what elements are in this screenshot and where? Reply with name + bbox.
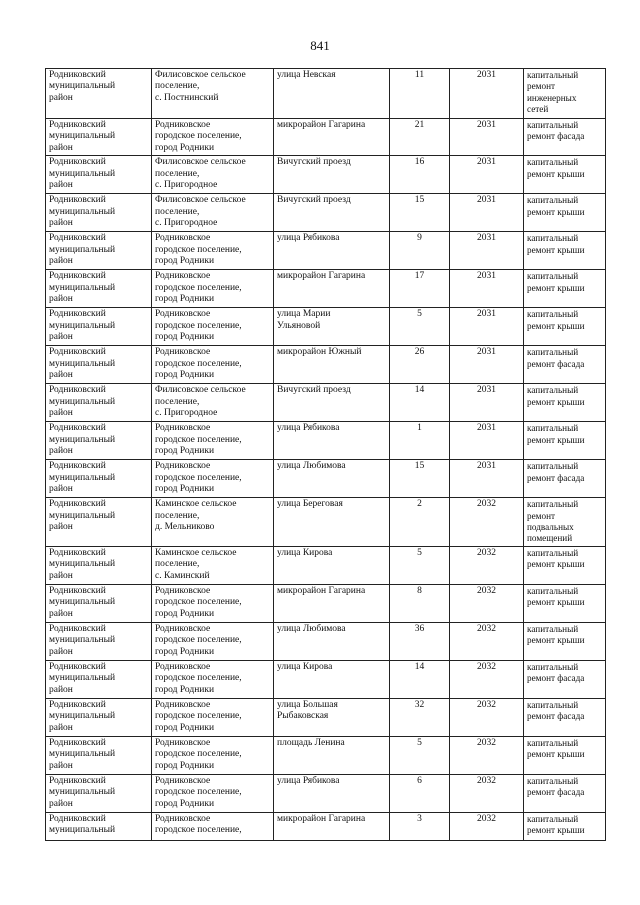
work-type-cell: [524, 460, 606, 498]
year-cell-text: 2031: [477, 233, 496, 244]
house-number-cell-text: 9: [417, 233, 422, 244]
house-number-cell-text: 14: [414, 661, 425, 672]
work-type-cell: [524, 736, 606, 774]
house-number-cell-text: 15: [414, 461, 425, 472]
house-number-cell-text: 26: [414, 347, 425, 358]
house-number-cell: [390, 384, 450, 422]
table-row: [46, 156, 606, 194]
work-type-cell-text: капитальный ремонт фасада: [527, 699, 585, 722]
house-number-cell: [390, 156, 450, 194]
work-type-cell-text: капитальный ремонт крыши: [527, 233, 585, 255]
street-cell: [274, 622, 390, 660]
work-type-cell-text: капитальный ремонт крыши: [527, 195, 585, 217]
work-type-cell-text: капитальный ремонт крыши: [527, 737, 585, 760]
year-cell-text: 2031: [477, 347, 496, 358]
district-cell-text: Родниковский муниципальный район: [49, 461, 116, 495]
house-number-cell-text: 5: [417, 309, 422, 320]
street-cell: [274, 156, 390, 194]
house-number-cell-text: 11: [414, 70, 425, 80]
house-number-cell-text: 16: [414, 157, 425, 168]
house-number-cell: [390, 498, 450, 547]
house-number-cell-text: 5: [417, 547, 422, 558]
district-cell: [46, 422, 152, 460]
house-number-cell-text: 8: [417, 585, 422, 596]
street-cell-text: улица Береговая: [277, 499, 343, 510]
work-type-cell-text: капитальный ремонт инженерных сетей: [527, 70, 579, 115]
work-type-cell-text: капитальный ремонт фасада: [527, 120, 585, 142]
street-cell-text: микрорайон Гагарина: [277, 813, 366, 824]
house-number-cell-text: 5: [417, 737, 422, 748]
street-cell-text: Вичугский проезд: [277, 195, 351, 206]
table-body: [46, 69, 606, 841]
work-type-cell: [524, 660, 606, 698]
street-cell: [274, 384, 390, 422]
settlement-cell-text: Родниковское городское поселение, город Родники: [155, 233, 242, 267]
district-cell: [46, 812, 152, 840]
work-type-cell: [524, 346, 606, 384]
house-number-cell: [390, 812, 450, 840]
settlement-cell: [152, 194, 274, 232]
work-type-cell: [524, 546, 606, 584]
district-cell: [46, 736, 152, 774]
street-cell: [274, 584, 390, 622]
settlement-cell: [152, 460, 274, 498]
year-cell-text: 2031: [477, 157, 496, 168]
year-cell: [450, 698, 524, 736]
district-cell-text: Родниковский муниципальный район: [49, 547, 116, 581]
street-cell: [274, 660, 390, 698]
house-number-cell-text: 14: [414, 385, 425, 396]
street-cell: [274, 346, 390, 384]
year-cell-text: 2032: [477, 661, 496, 672]
street-cell-text: площадь Ленина: [277, 737, 345, 748]
settlement-cell: [152, 546, 274, 584]
year-cell-text: 2031: [477, 461, 496, 472]
year-cell: [450, 422, 524, 460]
table-row: [46, 422, 606, 460]
district-cell: [46, 69, 152, 119]
house-number-cell: [390, 270, 450, 308]
settlement-cell: [152, 346, 274, 384]
year-cell: [450, 194, 524, 232]
settlement-cell-text: Родниковское городское поселение,: [155, 813, 242, 836]
street-cell: [274, 270, 390, 308]
work-type-cell-text: капитальный ремонт крыши: [527, 385, 585, 407]
street-cell: [274, 232, 390, 270]
house-number-cell-text: 1: [417, 423, 422, 434]
year-cell: [450, 270, 524, 308]
house-number-cell: [390, 119, 450, 156]
settlement-cell-text: Родниковское городское поселение, город Родники: [155, 423, 242, 457]
year-cell: [450, 69, 524, 119]
district-cell-text: Родниковский муниципальный район: [49, 737, 116, 771]
settlement-cell-text: Филисовское сельское поселение, с. Пригородное: [155, 157, 246, 191]
settlement-cell: [152, 119, 274, 156]
page-number: 841: [310, 38, 330, 53]
street-cell-text: микрорайон Гагарина: [277, 120, 366, 130]
street-cell-text: улица Любимова: [277, 623, 346, 634]
settlement-cell-text: Родниковское городское поселение, город Родники: [155, 699, 242, 733]
district-cell-text: Родниковский муниципальный район: [49, 157, 116, 191]
work-type-cell: [524, 584, 606, 622]
district-cell: [46, 346, 152, 384]
district-cell: [46, 194, 152, 232]
work-type-cell: [524, 270, 606, 308]
work-type-cell-text: капитальный ремонт крыши: [527, 157, 585, 179]
year-cell-text: 2032: [477, 547, 496, 558]
year-cell-text: 2032: [477, 775, 496, 786]
table-row: [46, 384, 606, 422]
work-type-cell-text: капитальный ремонт фасада: [527, 461, 585, 483]
settlement-cell-text: Родниковское городское поселение, город Родники: [155, 271, 242, 305]
street-cell-text: микрорайон Гагарина: [277, 585, 366, 596]
district-cell-text: Родниковский муниципальный район: [49, 271, 116, 305]
district-cell-text: Родниковский муниципальный район: [49, 233, 116, 267]
district-cell-text: Родниковский муниципальный район: [49, 423, 116, 457]
year-cell-text: 2032: [477, 699, 496, 710]
settlement-cell: [152, 422, 274, 460]
house-number-cell-text: 2: [417, 499, 422, 510]
year-cell: [450, 232, 524, 270]
house-number-cell-text: 36: [414, 623, 425, 634]
house-number-cell: [390, 194, 450, 232]
street-cell: [274, 498, 390, 547]
work-type-cell: [524, 498, 606, 547]
street-cell: [274, 422, 390, 460]
district-cell: [46, 232, 152, 270]
year-cell-text: 2031: [477, 70, 496, 80]
district-cell-text: Родниковский муниципальный район: [49, 699, 116, 733]
house-number-cell-text: 15: [414, 195, 425, 206]
year-cell: [450, 584, 524, 622]
table-row: [46, 346, 606, 384]
district-cell: [46, 622, 152, 660]
year-cell-text: 2032: [477, 813, 496, 824]
district-cell-text: Родниковский муниципальный район: [49, 385, 116, 419]
settlement-cell: [152, 308, 274, 346]
district-cell: [46, 384, 152, 422]
year-cell: [450, 622, 524, 660]
district-cell-text: Родниковский муниципальный район: [49, 499, 116, 533]
year-cell: [450, 498, 524, 547]
district-cell-text: Родниковский муниципальный район: [49, 309, 116, 343]
house-number-cell: [390, 546, 450, 584]
street-cell: [274, 546, 390, 584]
settlement-cell-text: Родниковское городское поселение, город Родники: [155, 661, 242, 695]
street-cell-text: улица Рябикова: [277, 233, 340, 244]
work-type-cell-text: капитальный ремонт фасада: [527, 775, 585, 798]
street-cell: [274, 69, 390, 119]
house-number-cell: [390, 698, 450, 736]
work-type-cell: [524, 622, 606, 660]
table-row: [46, 270, 606, 308]
work-type-cell: [524, 69, 606, 119]
work-type-cell: [524, 232, 606, 270]
year-cell: [450, 774, 524, 812]
district-cell-text: Родниковский муниципальный район: [49, 623, 116, 657]
work-type-cell: [524, 774, 606, 812]
street-cell-text: микрорайон Южный: [277, 347, 362, 358]
settlement-cell: [152, 498, 274, 547]
house-number-cell: [390, 622, 450, 660]
settlement-cell-text: Филисовское сельское поселение, с. Пригородное: [155, 195, 246, 229]
settlement-cell-text: Каминское сельское поселение, с. Каминский: [155, 547, 237, 581]
street-cell: [274, 812, 390, 840]
work-type-cell: [524, 698, 606, 736]
year-cell: [450, 660, 524, 698]
settlement-cell-text: Родниковское городское поселение, город Родники: [155, 623, 242, 657]
settlement-cell: [152, 69, 274, 119]
settlement-cell-text: Родниковское городское поселение, город Родники: [155, 347, 242, 381]
house-number-cell: [390, 69, 450, 119]
district-cell-text: Родниковский муниципальный: [49, 813, 116, 836]
district-cell: [46, 546, 152, 584]
table-row: [46, 308, 606, 346]
year-cell: [450, 384, 524, 422]
district-cell: [46, 119, 152, 156]
district-cell: [46, 460, 152, 498]
year-cell-text: 2032: [477, 499, 496, 510]
work-type-cell-text: капитальный ремонт крыши: [527, 271, 585, 293]
house-number-cell: [390, 232, 450, 270]
house-number-cell: [390, 460, 450, 498]
work-type-cell: [524, 384, 606, 422]
work-type-cell-text: капитальный ремонт крыши: [527, 423, 585, 445]
settlement-cell-text: Каминское сельское поселение, д. Мельниково: [155, 499, 237, 533]
district-cell-text: Родниковский муниципальный район: [49, 585, 116, 619]
settlement-cell-text: Филисовское сельское поселение, с. Постнинский: [155, 70, 246, 103]
table-row: [46, 194, 606, 232]
table-row: [46, 812, 606, 840]
district-cell: [46, 498, 152, 547]
house-number-cell: [390, 308, 450, 346]
work-type-cell: [524, 194, 606, 232]
settlement-cell: [152, 812, 274, 840]
year-cell: [450, 812, 524, 840]
street-cell-text: улица Рябикова: [277, 423, 340, 434]
street-cell-text: улица Марии Ульяновой: [277, 309, 331, 331]
district-cell-text: Родниковский муниципальный район: [49, 195, 116, 229]
house-number-cell: [390, 660, 450, 698]
house-number-cell-text: 17: [414, 271, 425, 282]
street-cell-text: улица Кирова: [277, 661, 333, 672]
district-cell: [46, 308, 152, 346]
house-number-cell: [390, 584, 450, 622]
table-row: [46, 546, 606, 584]
settlement-cell: [152, 774, 274, 812]
district-cell-text: Родниковский муниципальный район: [49, 661, 116, 695]
street-cell-text: Вичугский проезд: [277, 385, 351, 396]
street-cell: [274, 194, 390, 232]
work-type-cell: [524, 308, 606, 346]
work-type-cell: [524, 156, 606, 194]
table-row: [46, 736, 606, 774]
house-number-cell-text: 3: [417, 813, 422, 824]
year-cell: [450, 308, 524, 346]
settlement-cell-text: Филисовское сельское поселение, с. Пригородное: [155, 385, 246, 419]
work-type-cell: [524, 812, 606, 840]
work-type-cell-text: капитальный ремонт крыши: [527, 623, 585, 646]
settlement-cell: [152, 584, 274, 622]
settlement-cell: [152, 270, 274, 308]
street-cell-text: улица Большая Рыбаковская: [277, 699, 338, 722]
settlement-cell-text: Родниковское городское поселение, город Родники: [155, 737, 242, 771]
table-row: [46, 698, 606, 736]
settlement-cell: [152, 736, 274, 774]
district-cell-text: Родниковский муниципальный район: [49, 347, 116, 381]
street-cell: [274, 460, 390, 498]
settlement-cell-text: Родниковское городское поселение, город Родники: [155, 461, 242, 495]
work-type-cell: [524, 422, 606, 460]
settlement-cell: [152, 156, 274, 194]
year-cell: [450, 119, 524, 156]
district-cell: [46, 660, 152, 698]
table-row: [46, 232, 606, 270]
street-cell-text: улица Невская: [277, 70, 336, 80]
settlement-cell: [152, 622, 274, 660]
year-cell-text: 2031: [477, 309, 496, 320]
settlement-cell-text: Родниковское городское поселение, город Родники: [155, 120, 242, 153]
settlement-cell-text: Родниковское городское поселение, город Родники: [155, 585, 242, 619]
settlement-cell: [152, 660, 274, 698]
street-cell: [274, 119, 390, 156]
year-cell-text: 2031: [477, 423, 496, 434]
table-row: [46, 69, 606, 119]
work-type-cell-text: капитальный ремонт фасада: [527, 661, 585, 684]
street-cell-text: микрорайон Гагарина: [277, 271, 366, 282]
street-cell: [274, 698, 390, 736]
district-cell-text: Родниковский муниципальный район: [49, 775, 116, 809]
house-number-cell-text: 21: [414, 120, 425, 130]
house-number-cell-text: 6: [417, 775, 422, 786]
street-cell-text: Вичугский проезд: [277, 157, 351, 168]
year-cell: [450, 460, 524, 498]
settlement-cell-text: Родниковское городское поселение, город Родники: [155, 775, 242, 809]
year-cell: [450, 736, 524, 774]
street-cell-text: улица Рябикова: [277, 775, 340, 786]
house-number-cell: [390, 774, 450, 812]
work-type-cell: [524, 119, 606, 156]
work-type-cell-text: капитальный ремонт фасада: [527, 347, 585, 369]
district-cell: [46, 698, 152, 736]
year-cell: [450, 156, 524, 194]
year-cell-text: 2032: [477, 585, 496, 596]
year-cell-text: 2031: [477, 271, 496, 282]
house-number-cell: [390, 736, 450, 774]
district-cell-text: Родниковский муниципальный район: [49, 70, 116, 103]
house-number-cell-text: 32: [414, 699, 425, 710]
street-cell: [274, 308, 390, 346]
district-cell: [46, 774, 152, 812]
street-cell: [274, 736, 390, 774]
housing-repair-table: [45, 68, 606, 841]
settlement-cell: [152, 232, 274, 270]
table-row: [46, 460, 606, 498]
work-type-cell-text: капитальный ремонт крыши: [527, 547, 585, 570]
settlement-cell-text: Родниковское городское поселение, город Родники: [155, 309, 242, 343]
work-type-cell-text: капитальный ремонт крыши: [527, 309, 585, 331]
year-cell: [450, 346, 524, 384]
year-cell-text: 2031: [477, 385, 496, 396]
street-cell: [274, 774, 390, 812]
work-type-cell-text: капитальный ремонт крыши: [527, 585, 585, 608]
street-cell-text: улица Кирова: [277, 547, 333, 558]
settlement-cell: [152, 384, 274, 422]
district-cell: [46, 156, 152, 194]
year-cell: [450, 546, 524, 584]
street-cell-text: улица Любимова: [277, 461, 346, 472]
table-row: [46, 498, 606, 547]
year-cell-text: 2031: [477, 195, 496, 206]
table-row: [46, 119, 606, 156]
district-cell: [46, 270, 152, 308]
table-row: [46, 622, 606, 660]
house-number-cell: [390, 346, 450, 384]
year-cell-text: 2031: [477, 120, 496, 130]
year-cell-text: 2032: [477, 623, 496, 634]
table-row: [46, 584, 606, 622]
table-row: [46, 660, 606, 698]
settlement-cell: [152, 698, 274, 736]
work-type-cell-text: капитальный ремонт подвальных помещений: [527, 499, 579, 544]
house-number-cell: [390, 422, 450, 460]
year-cell-text: 2032: [477, 737, 496, 748]
district-cell: [46, 584, 152, 622]
work-type-cell-text: капитальный ремонт крыши: [527, 813, 585, 836]
district-cell-text: Родниковский муниципальный район: [49, 120, 116, 153]
table-row: [46, 774, 606, 812]
